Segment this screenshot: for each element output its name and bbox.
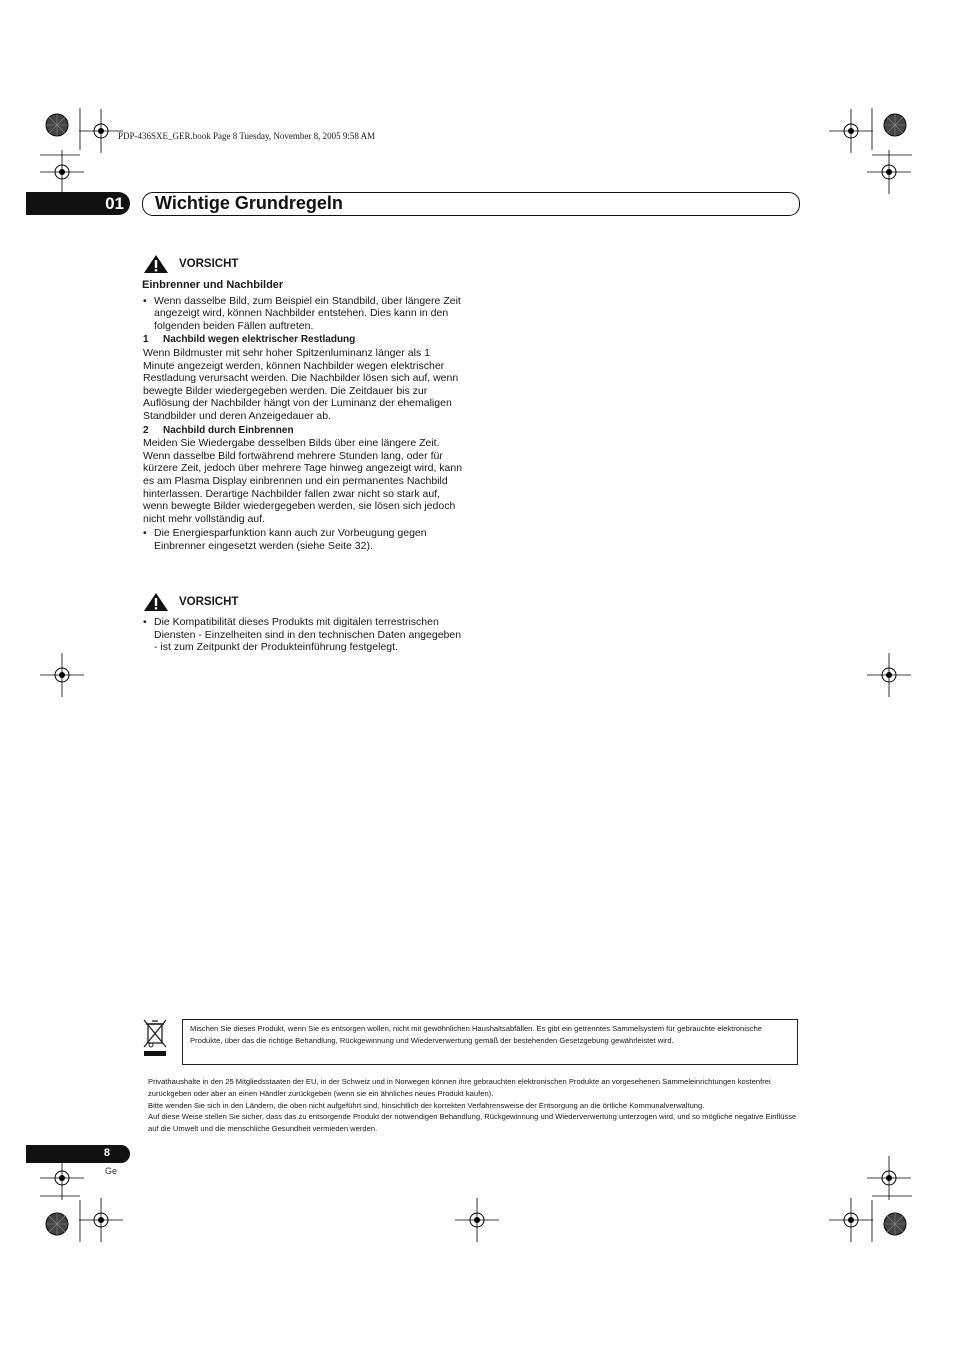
disposal-paragraph: Bitte wenden Sie sich in den Ländern, die oben nicht aufgeführt sind, hinsichtlich der korrekten Verfahrensweise der Entsorgung an die örtliche Kommunalverwaltung.: [148, 1100, 705, 1110]
disposal-paragraph: Auf diese Weise stellen Sie sicher, dass das zu entsorgende Produkt der notwendigen Behandlung, Rückgewinnung und Wiederverwertung unterzogen wird, und so mögliche negative Einflüsse auf die Umwelt und die menschliche Gesundheit vermieden werden.: [148, 1112, 797, 1134]
bullet-item: [143, 616, 463, 654]
crossed-out-wheelie-bin-icon: [140, 1018, 170, 1060]
disposal-details: [148, 1076, 798, 1135]
warning-triangle-icon: [143, 592, 169, 612]
disposal-notice-box: Mischen Sie dieses Produkt, wenn Sie es entsorgen wollen, nicht mit gewöhnlichen Haushaltsabfällen. Es gibt ein getrenntes Sammelsystem für gebrauchte elektronische Produkte, über das die richtige Behandlung, Rückgewinnung und Wiederverwertung gemäß der bestehenden Gesetzgebung gewährleistet wird.: [182, 1019, 798, 1065]
caution-heading: [143, 592, 463, 612]
step-body: Wenn Bildmuster mit sehr hoher Spitzenluminanz länger als 1 Minute angezeigt werden, können Nachbilder wegen elektrischer Restladung verursacht werden. Die Nachbilder lösen sich auf, wenn bewegte Bilder wiedergegeben werden. Die Zeitdauer bis zur Auflösung der Nachbilder hängt von der Luminanz der ehemaligen Standbilder und deren Anzeigedauer ab.: [143, 346, 459, 422]
caution-section-1: [143, 254, 463, 552]
step-title: Nachbild wegen elektrischer Restladung: [163, 334, 356, 346]
page-number-badge: [26, 1145, 130, 1163]
step-body: Meiden Sie Wiedergabe desselben Bilds über eine längere Zeit. Wenn dasselbe Bild fortwährend mehrere Stunden lang, oder für kürzere Zeit, jedoch über mehrere Tage hinweg angezeigt wird, kann es am Plasma Display einbrennen und ein permanentes Nachbild hinterlassen. Derartige Nachbilder fallen zwar nicht so stark auf, wenn bewegte Bilder wiedergegeben werden, sie lösen sich jedoch nicht mehr vollständig auf.: [143, 437, 463, 525]
bullet-dot: •: [143, 294, 147, 307]
bullet-text: Wenn dasselbe Bild, zum Beispiel ein Standbild, über längere Zeit angezeigt wird, können Nachbilder entstehen. Dies kann in den folgenden beiden Fällen auftreten.: [154, 294, 461, 332]
language-code: Ge: [105, 1166, 118, 1176]
step-title: Nachbild durch Einbrennen: [163, 424, 294, 436]
bullet-item: [143, 295, 463, 333]
subheading: Einbrenner und Nachbilder: [142, 279, 284, 291]
caution-label: VORSICHT: [179, 595, 239, 608]
caution-label: VORSICHT: [179, 257, 239, 270]
step-number: 1: [143, 334, 149, 346]
chapter-title-box: [142, 192, 800, 216]
page-number: 8: [103, 1147, 110, 1159]
caution-heading: [143, 254, 463, 274]
bullet-dot: •: [143, 616, 147, 628]
chapter-badge: [26, 192, 130, 215]
bullet-text: Die Kompatibilität dieses Produkts mit digitalen terrestrischen Diensten - Einzelheiten sind in den technischen Daten angegeben - ist zum Zeitpunkt der Produkteinführung festgelegt.: [154, 616, 462, 654]
warning-triangle-icon: [143, 254, 169, 274]
step-number: 2: [143, 424, 149, 436]
step-heading: [143, 425, 463, 438]
book-file-info: PDP-436SXE_GER.book Page 8 Tuesday, November 8, 2005 9:58 AM: [118, 131, 376, 141]
chapter-title: Wichtige Grundregeln: [155, 193, 343, 213]
disposal-paragraph: Privathaushalte in den 25 Mitgliedsstaaten der EU, in der Schweiz und in Norwegen können ihre gebrauchten elektronischen Produkte an vorgesehenen Sammeleinrichtungen kostenfrei zurückgeben oder aber an einen Händler zurückgeben (wenn sie ein ähnliches neues Produkt kaufen).: [148, 1077, 771, 1098]
bullet-item: [143, 527, 463, 552]
bullet-text: Die Energiesparfunktion kann auch zur Vorbeugung gegen Einbrenner eingesetzt werden (siehe Seite 32).: [154, 527, 427, 552]
chapter-number: 01: [105, 194, 124, 213]
bullet-dot: •: [143, 527, 147, 540]
caution-section-2: [143, 592, 463, 654]
step-heading: [143, 334, 463, 347]
